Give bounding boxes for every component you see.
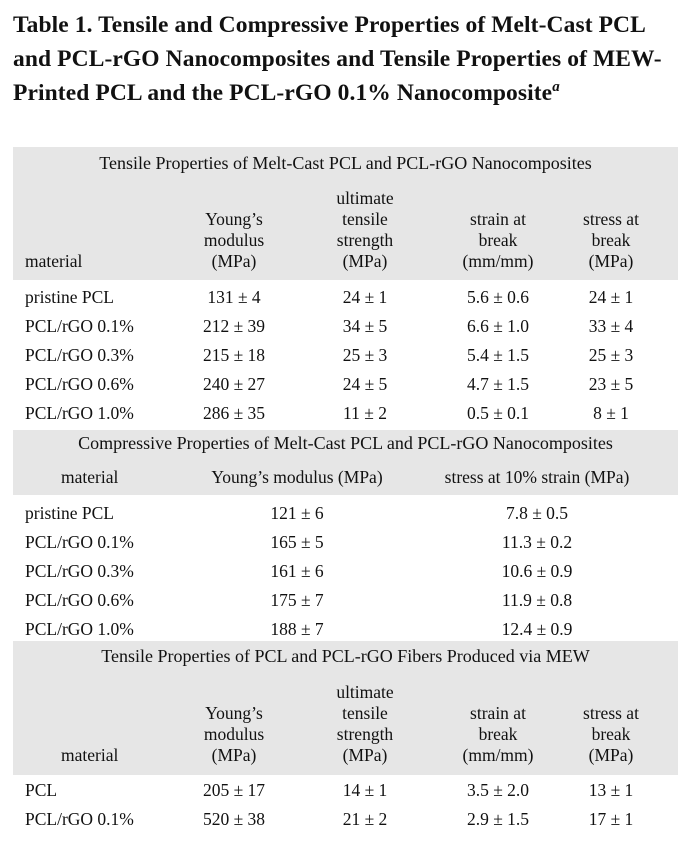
header-line: (MPa)	[342, 745, 388, 765]
header-line: stress at	[583, 209, 639, 229]
cell-uts: 24 ± 5	[342, 374, 388, 394]
cell-modulus: 215 ± 18	[202, 345, 266, 365]
cell-stress: 8 ± 1	[593, 403, 629, 423]
cell-stress: 23 ± 5	[588, 374, 634, 394]
header-line: strain at	[470, 209, 526, 229]
cell-material: PCL	[25, 780, 58, 800]
cell-uts: 34 ± 5	[342, 316, 388, 336]
table-row	[13, 283, 678, 312]
cell-modulus: 161 ± 6	[270, 561, 324, 581]
cell-strain: 6.6 ± 1.0	[466, 316, 530, 336]
section1-header-stress	[583, 209, 639, 272]
cell-stress: 33 ± 4	[588, 316, 634, 336]
header-line: (MPa)	[342, 251, 388, 271]
cell-material: PCL/rGO 0.3%	[25, 561, 134, 581]
section1-header-band	[13, 147, 678, 280]
header-line: stress at	[583, 703, 639, 723]
cell-modulus: 286 ± 35	[202, 403, 266, 423]
table-row	[13, 528, 678, 557]
table-row	[13, 370, 678, 399]
cell-material: PCL/rGO 0.6%	[25, 374, 134, 394]
cell-stress: 24 ± 1	[588, 287, 634, 307]
header-line: modulus	[203, 230, 265, 250]
cell-strain: 0.5 ± 0.1	[466, 403, 530, 423]
header-line: tensile	[342, 703, 388, 723]
header-line: strength	[336, 724, 394, 744]
cell-stress: 7.8 ± 0.5	[505, 503, 569, 523]
table-row	[13, 586, 678, 615]
section3-title: Tensile Properties of PCL and PCL-rGO Fibers Produced via MEW	[101, 646, 590, 666]
section3-header-stress	[583, 703, 639, 766]
cell-modulus: 175 ± 7	[270, 590, 324, 610]
section2-header-band	[13, 430, 678, 495]
header-line: (MPa)	[588, 745, 634, 765]
header-line: (mm/mm)	[462, 745, 534, 765]
header-line: Young’s	[205, 209, 263, 229]
section3-header-strain	[463, 703, 534, 766]
header-line: (MPa)	[588, 251, 634, 271]
section1-header-uts	[336, 188, 393, 272]
cell-modulus: 188 ± 7	[270, 619, 324, 639]
section2-header-modulus: Young’s modulus (MPa)	[211, 467, 383, 487]
header-line: break	[591, 724, 631, 744]
section1-header-strain	[463, 209, 534, 272]
section3-header-uts	[336, 682, 393, 766]
cell-material: PCL/rGO 0.6%	[25, 590, 134, 610]
cell-modulus: 205 ± 17	[202, 780, 266, 800]
cell-material: PCL/rGO 0.3%	[25, 345, 134, 365]
cell-stress: 10.6 ± 0.9	[501, 561, 573, 581]
table-row	[13, 776, 678, 805]
header-line: ultimate	[336, 682, 394, 702]
header-line: modulus	[203, 724, 265, 744]
section2-title: Compressive Properties of Melt-Cast PCL and PCL-rGO Nanocomposites	[78, 433, 613, 453]
caption-footnote-marker: a	[552, 79, 560, 96]
cell-stress: 11.9 ± 0.8	[501, 590, 573, 610]
cell-stress: 13 ± 1	[588, 780, 634, 800]
table-caption	[13, 8, 678, 110]
cell-material: PCL/rGO 0.1%	[25, 532, 134, 552]
section3-header-material: material	[61, 745, 119, 765]
header-line: (MPa)	[211, 745, 257, 765]
header-line: strength	[336, 230, 394, 250]
header-line: tensile	[342, 209, 388, 229]
header-line: ultimate	[336, 188, 394, 208]
section1-title: Tensile Properties of Melt-Cast PCL and PCL-rGO Nanocomposites	[99, 153, 592, 173]
cell-material: PCL/rGO 0.1%	[25, 809, 134, 829]
cell-modulus: 520 ± 38	[202, 809, 266, 829]
table-row	[13, 557, 678, 586]
cell-uts: 14 ± 1	[342, 780, 388, 800]
section2-header-stress: stress at 10% strain (MPa)	[444, 467, 630, 487]
cell-stress: 11.3 ± 0.2	[501, 532, 573, 552]
cell-modulus: 131 ± 4	[207, 287, 261, 307]
cell-strain: 3.5 ± 2.0	[466, 780, 530, 800]
section3-header-band	[13, 641, 678, 775]
table-row	[13, 341, 678, 370]
cell-material: pristine PCL	[25, 287, 114, 307]
table-row	[13, 499, 678, 528]
caption-label: Table 1.	[13, 12, 93, 38]
cell-material: PCL/rGO 1.0%	[25, 619, 134, 639]
cell-stress: 12.4 ± 0.9	[501, 619, 573, 639]
cell-strain: 5.6 ± 0.6	[466, 287, 530, 307]
table-row	[13, 615, 678, 644]
cell-stress: 25 ± 3	[588, 345, 634, 365]
caption-text: Tensile and Compressive Properties of Melt-Cast PCL and PCL-rGO Nanocomposites and Tensile Properties of MEW-Printed PCL and the PCL-rGO 0.1% Nanocomposite	[13, 12, 662, 106]
header-line: (MPa)	[211, 251, 257, 271]
cell-uts: 24 ± 1	[342, 287, 388, 307]
cell-material: PCL/rGO 0.1%	[25, 316, 134, 336]
header-line: Young’s	[205, 703, 263, 723]
section2-header-material: material	[61, 467, 119, 487]
table-row	[13, 805, 678, 834]
cell-uts: 11 ± 2	[343, 403, 387, 423]
header-line: break	[591, 230, 631, 250]
section1-header-modulus	[204, 209, 264, 272]
header-line: break	[478, 724, 518, 744]
cell-strain: 4.7 ± 1.5	[466, 374, 530, 394]
section3-header-modulus	[204, 703, 264, 766]
section1-header-material: material	[25, 251, 83, 271]
header-line: (mm/mm)	[462, 251, 534, 271]
header-line: strain at	[470, 703, 526, 723]
table-row	[13, 312, 678, 341]
cell-strain: 2.9 ± 1.5	[466, 809, 530, 829]
cell-modulus: 165 ± 5	[270, 532, 324, 552]
header-line: break	[478, 230, 518, 250]
cell-uts: 21 ± 2	[342, 809, 388, 829]
cell-modulus: 240 ± 27	[202, 374, 266, 394]
cell-stress: 17 ± 1	[588, 809, 634, 829]
cell-strain: 5.4 ± 1.5	[466, 345, 530, 365]
table-row	[13, 399, 678, 428]
cell-material: PCL/rGO 1.0%	[25, 403, 134, 423]
cell-material: pristine PCL	[25, 503, 114, 523]
cell-modulus: 212 ± 39	[202, 316, 266, 336]
cell-uts: 25 ± 3	[342, 345, 388, 365]
cell-modulus: 121 ± 6	[270, 503, 324, 523]
